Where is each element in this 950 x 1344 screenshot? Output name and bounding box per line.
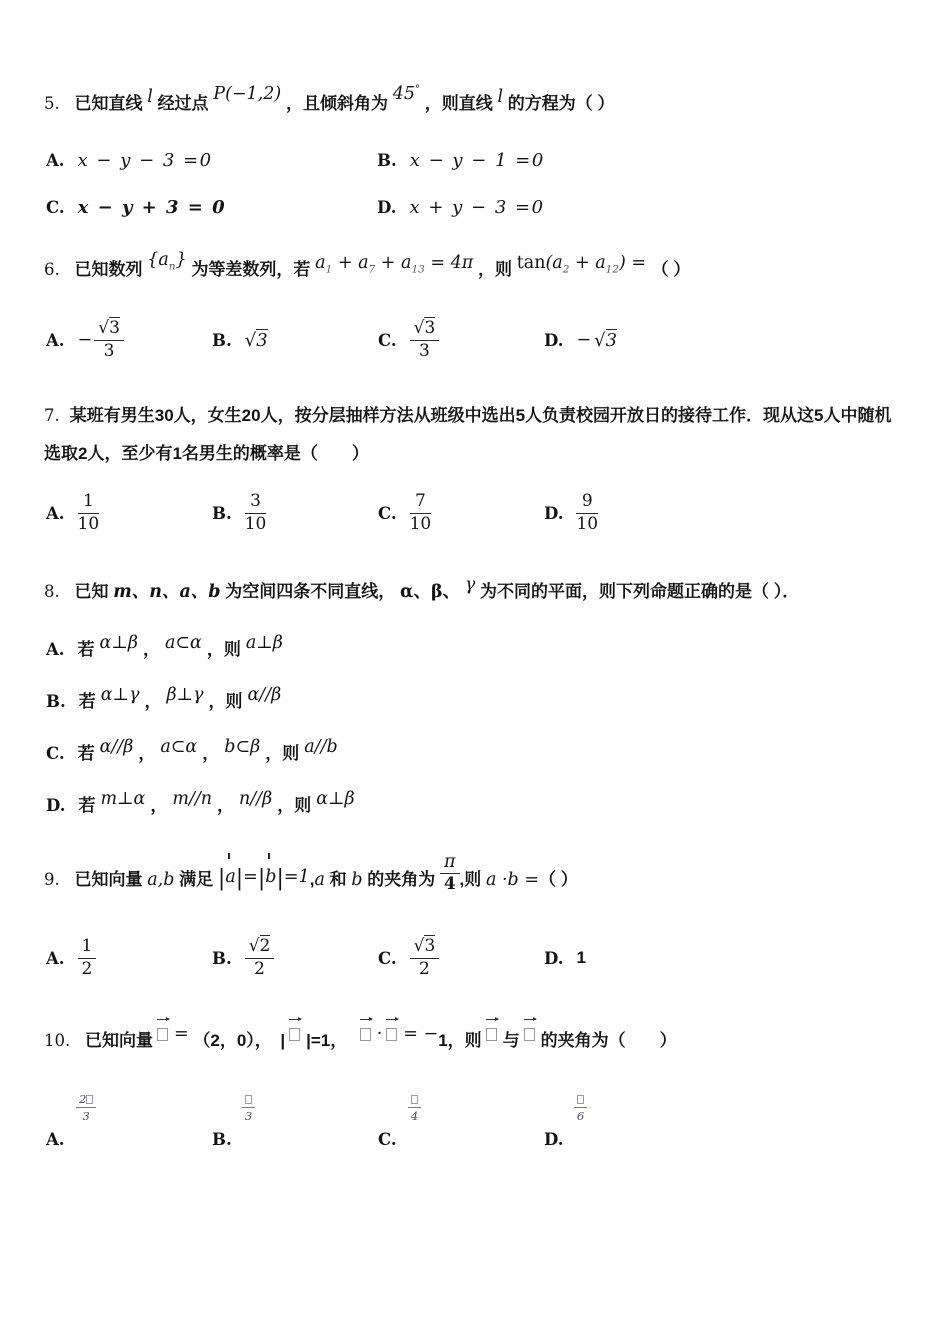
stem-text: 已知向量 (84, 1031, 153, 1051)
stem-text: 与 (502, 1031, 520, 1051)
question-6-stem (44, 249, 908, 290)
question-7 (44, 397, 908, 534)
math-line-l: l (147, 87, 153, 107)
stem-text: 的方程为（ ） (507, 94, 615, 113)
option-label: A. (46, 948, 65, 968)
missing-glyph-box (157, 1028, 168, 1041)
option-label: C. (378, 948, 397, 968)
stem-text: ,则 (459, 869, 482, 889)
stem-text: 经过点 (157, 94, 209, 113)
equals: = (173, 1024, 189, 1045)
math-sequence-an: $\{a_n\}$ (147, 249, 187, 273)
then-text: ，则 (265, 743, 300, 763)
stem-text: （ ） (539, 869, 578, 889)
fraction-1-over-2: $\frac{1}{2}$ (78, 937, 97, 979)
fraction-pi-over-6: 6 (574, 1092, 587, 1124)
ruo-text: 若 (77, 743, 95, 763)
math-chunk: a⊂α (160, 736, 198, 757)
option-label: D. (377, 197, 397, 217)
stem-text: 1，则 (438, 1031, 482, 1051)
abs-bar: | (280, 1031, 286, 1051)
option-equation: x − y − 3 =0 (77, 149, 213, 171)
option-a (46, 937, 212, 979)
abs-bar: | (257, 865, 266, 891)
stem-text: 和 (329, 869, 347, 889)
vector-arrow-icon (289, 1019, 301, 1020)
question-10 (44, 1021, 908, 1149)
sqrt-3: √3 (244, 329, 268, 351)
question-5-stem (44, 86, 908, 124)
degree-sign: ° (414, 84, 420, 96)
missing-glyph-box (577, 1095, 584, 1104)
separator: ， (217, 795, 235, 815)
stem-text: 已知直线 (74, 94, 143, 113)
ruo-text: 若 (78, 795, 96, 815)
stem-text: （2，0）， (193, 1031, 281, 1051)
stem-text: （ ） (651, 259, 691, 279)
option-label: D. (544, 1129, 564, 1149)
math-sum-condition: $a_1 + a_7 + a_{13} = 4\pi$ (315, 252, 474, 276)
option-label: A. (46, 150, 65, 170)
option-label: B. (212, 948, 232, 968)
option-label: D. (544, 503, 564, 523)
math-b: b (351, 869, 363, 890)
missing-glyph-box (86, 1095, 93, 1104)
stem-text: ，则直线 (424, 94, 493, 113)
question-number: 8. (44, 582, 60, 602)
option-c (378, 319, 544, 361)
then-text: ，则 (277, 795, 312, 815)
option-equation: x − y − 1 =0 (409, 149, 545, 171)
sqrt-3: √3 (594, 329, 618, 351)
option-c (378, 937, 544, 979)
fraction-3-over-10: $\frac{3}{10}$ (244, 491, 267, 534)
option-label: C. (378, 1129, 397, 1149)
math-vectors-ab: a,b (147, 869, 175, 890)
option-label: B. (212, 1129, 232, 1149)
missing-glyph-vector (157, 1026, 170, 1041)
question-6 (44, 249, 908, 362)
options-row (46, 150, 908, 171)
ruo-text: 若 (77, 639, 95, 659)
missing-glyph-box (486, 1028, 497, 1041)
option-c (378, 492, 544, 534)
math-chunk: α//β (247, 684, 282, 705)
question-8-option-b (46, 684, 908, 716)
option-a (46, 1092, 212, 1149)
math-chunk: β⊥γ (166, 684, 204, 705)
minus-sign: − (77, 330, 93, 351)
option-b (377, 150, 708, 171)
separator: ， (202, 743, 220, 763)
option-d (544, 948, 710, 968)
math-chunk: α//β (99, 736, 134, 757)
question-number: 9. (44, 869, 60, 889)
math-planes-alpha-beta: α、β、 (400, 582, 461, 603)
stem-text: 已知向量 (74, 869, 143, 889)
option-b (212, 330, 378, 351)
option-d (377, 197, 708, 218)
missing-glyph-box (411, 1095, 418, 1104)
option-d (544, 492, 710, 534)
vector-arrow-icon (360, 1019, 372, 1020)
then-text: ，则 (206, 639, 241, 659)
missing-glyph-box (289, 1028, 300, 1041)
math-chunk: a⊂α (164, 632, 202, 653)
option-b (212, 937, 378, 979)
fraction-sqrt3-over-2: $\frac{√3}{2}$ (410, 937, 440, 979)
question-8-stem (44, 574, 908, 612)
option-label: A. (46, 1129, 65, 1149)
stem-text: 为等差数列，若 (191, 259, 311, 279)
vector-b: b (265, 859, 276, 897)
option-label: A. (46, 639, 65, 659)
option-label: C. (378, 330, 397, 350)
stem-text: ，则 (478, 259, 512, 279)
option-equation: x − y + 3 = 0 (77, 196, 227, 218)
option-b (212, 1092, 378, 1149)
option-value: 1 (576, 948, 586, 968)
stem-line-1: 7. 某班有男生30人，女生20人，按分层抽样方法从班级中选出5人负责校园开放日的接待工作．现从这5人中随机 (44, 406, 892, 426)
math-line-l: l (497, 87, 504, 107)
fraction-pi-over-4: 4 (408, 1092, 421, 1124)
math-plane-gamma: γ (464, 575, 476, 596)
question-8 (44, 574, 908, 820)
stem-text: 满足 (179, 869, 214, 889)
separator: ， (150, 795, 168, 815)
math-chunk: b⊂β (224, 736, 261, 757)
missing-glyph-box (524, 1028, 535, 1041)
dot-operator: · (376, 1024, 383, 1045)
option-label: C. (46, 743, 65, 763)
stem-text: 为不同的平面，则下列命题正确的是（ ）． (480, 582, 800, 602)
separator: ， (138, 743, 156, 763)
option-label: B. (377, 150, 397, 170)
option-d (544, 1092, 710, 1149)
vector-arrow-icon (524, 1019, 536, 1020)
missing-glyph-box (360, 1028, 371, 1041)
stem-text: 已知数列 (74, 259, 143, 279)
fraction-9-over-10: $\frac{9}{10}$ (576, 491, 599, 534)
math-chunk: n//β (239, 788, 273, 809)
question-number: 7. (44, 406, 60, 426)
option-label: A. (46, 503, 65, 523)
missing-glyph-vector (386, 1026, 399, 1041)
minus-sign: − (576, 330, 592, 351)
vector-arrow-icon (486, 1019, 498, 1020)
math-point-p: P(−1,2) (213, 84, 282, 104)
missing-glyph-vector (360, 1026, 373, 1041)
question-8-option-d (46, 788, 908, 820)
vector-arrow-icon (386, 1019, 398, 1020)
options-row (46, 492, 908, 534)
stem-text: |=1， (306, 1031, 356, 1051)
math-chunk: m⊥α (100, 788, 146, 809)
stem-line-2: 选取2人，至少有1名男生的概率是（ ） (44, 443, 369, 463)
stem-text: 的夹角为 (367, 869, 436, 889)
vector-a: a (225, 859, 235, 897)
options-row (46, 319, 908, 361)
options-row (46, 197, 908, 218)
option-label: D. (544, 330, 564, 350)
math-a: a (314, 869, 325, 890)
question-number: 10. (44, 1031, 71, 1051)
question-8-option-c (46, 736, 908, 768)
abs-bar: | (235, 865, 244, 891)
option-d (544, 330, 710, 351)
math-chunk: a//b (304, 736, 338, 757)
fraction-1-over-10: $\frac{1}{10}$ (77, 491, 100, 534)
stem-text: , (309, 869, 315, 889)
option-label: D. (46, 795, 66, 815)
fraction-2pi-over-3: $\frac{2}{3}$ (76, 1092, 96, 1124)
math-a-dot-b: a ·b = (486, 869, 539, 890)
math-chunk: α⊥γ (100, 684, 140, 705)
ruo-text: 若 (78, 691, 96, 711)
option-label: B. (46, 691, 66, 711)
vector-arrow-icon (157, 1019, 169, 1020)
stem-text: 为空间四条不同直线， (225, 582, 396, 602)
math-tan-expression: $\tan(a_2 + a_{12})$ = (516, 252, 652, 276)
question-7-stem (44, 397, 908, 472)
vector-tick-mark (228, 853, 230, 859)
option-a (46, 492, 212, 534)
math-chunk: α⊥β (316, 788, 355, 809)
options-row (46, 937, 908, 979)
then-text: ，则 (208, 691, 243, 711)
separator: ， (142, 639, 160, 659)
question-number: 5. (44, 94, 60, 113)
fraction-7-over-10: $\frac{7}{10}$ (409, 491, 432, 534)
question-8-option-a (46, 632, 908, 664)
fraction-sqrt3-over-3: $\frac{√3}{3}$ (410, 319, 440, 361)
question-9-stem (44, 852, 908, 905)
option-a (46, 319, 212, 361)
missing-glyph-vector (289, 1026, 302, 1041)
option-a (46, 150, 377, 171)
question-number: 6. (44, 259, 60, 279)
options-row (46, 1092, 908, 1149)
option-label: C. (378, 503, 397, 523)
option-label: D. (544, 948, 564, 968)
option-equation: x + y − 3 =0 (409, 196, 545, 218)
missing-glyph-vector (486, 1026, 499, 1041)
missing-glyph-box (386, 1028, 397, 1041)
abs-bar: | (217, 865, 226, 891)
option-label: A. (46, 330, 65, 350)
math-chunk: α⊥β (99, 632, 138, 653)
option-label: B. (212, 330, 232, 350)
equals: = (243, 866, 258, 887)
math-angle: 45° (392, 84, 420, 104)
fraction-pi-over-4: $\frac{\pi}{4}$ (440, 852, 460, 895)
abs-bar: | (276, 865, 284, 891)
missing-glyph-vector (524, 1026, 537, 1041)
equals-minus: = − (403, 1024, 439, 1045)
math-chunk: a⊥β (245, 632, 283, 653)
math-norm-condition (217, 865, 310, 891)
option-b (212, 492, 378, 534)
fraction-pi-over-3: 3 (242, 1092, 255, 1124)
option-label: B. (212, 503, 232, 523)
fraction-sqrt3-over-3: $\frac{√3}{3}$ (94, 319, 124, 361)
math-lines-mnab: m、n、a、b (113, 582, 221, 603)
fraction-sqrt2-over-2: $\frac{√2}{2}$ (245, 937, 275, 979)
separator: ， (144, 691, 162, 711)
stem-text: ，且倾斜角为 (285, 94, 388, 113)
missing-glyph-box (245, 1095, 252, 1104)
vector-tick-mark (268, 853, 270, 859)
stem-text: 已知 (74, 582, 109, 602)
stem-text: 的夹角为（ ） (540, 1031, 677, 1051)
question-10-stem (44, 1021, 908, 1061)
option-c (46, 197, 377, 218)
question-9 (44, 852, 908, 980)
equals-one: =1 (283, 866, 310, 887)
question-5 (44, 86, 908, 218)
math-chunk: m//n (172, 788, 213, 809)
option-c (378, 1092, 544, 1149)
option-label: C. (46, 197, 65, 217)
